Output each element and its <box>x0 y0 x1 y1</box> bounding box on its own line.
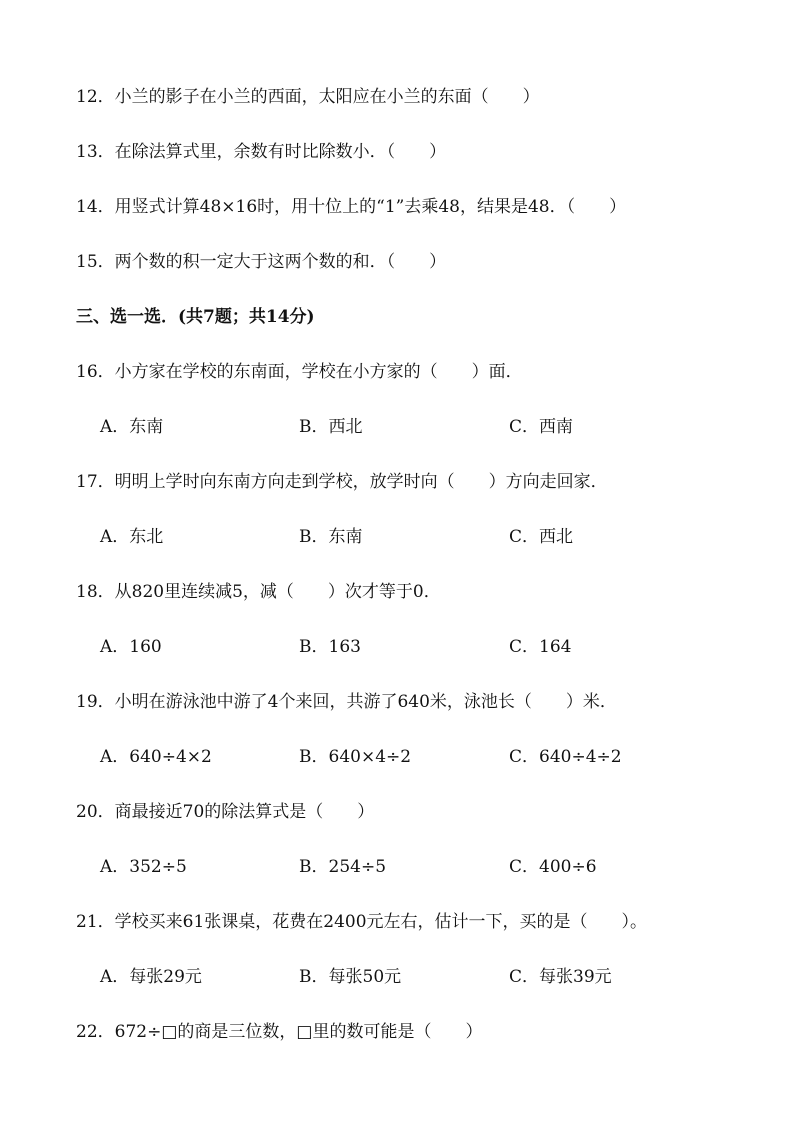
option-text: 西南 <box>539 417 574 437</box>
question-number: 12． <box>76 87 115 107</box>
option-text: 352÷5 <box>129 857 187 877</box>
option-text: 东南 <box>129 417 164 437</box>
option-letter: B． <box>299 527 329 547</box>
question-number: 15． <box>76 252 115 272</box>
question-text: 明明上学时向东南方向走到学校，放学时向（ ）方向走回家． <box>114 472 608 492</box>
option-text: 每张39元 <box>539 967 612 987</box>
question-text: 两个数的积一定大于这两个数的和．（ ） <box>114 252 447 272</box>
option-text: 640×4÷2 <box>328 747 412 767</box>
option-letter: A． <box>100 637 130 657</box>
option-text: 东南 <box>328 527 363 547</box>
option-text: 640÷4×2 <box>129 747 212 767</box>
option-text: 160 <box>129 637 162 657</box>
option-letter: B． <box>299 417 329 437</box>
question-number: 13． <box>76 142 115 162</box>
option-a <box>100 856 187 878</box>
question-number: 19． <box>76 692 115 712</box>
option-letter: B． <box>299 637 329 657</box>
option-letter: A． <box>100 857 130 877</box>
option-c <box>509 856 597 878</box>
option-b <box>299 856 386 878</box>
question-21 <box>76 911 754 933</box>
option-letter: C． <box>509 967 540 987</box>
option-a <box>100 636 162 658</box>
option-text: 东北 <box>129 527 164 547</box>
option-text: 400÷6 <box>539 857 597 877</box>
option-letter: A． <box>100 417 130 437</box>
option-text: 每张50元 <box>328 967 402 987</box>
question-number: 18． <box>76 582 115 602</box>
option-letter: A． <box>100 527 130 547</box>
option-letter: C． <box>509 637 540 657</box>
option-text: 164 <box>539 637 572 657</box>
option-b <box>299 966 401 988</box>
option-letter: A． <box>100 967 130 987</box>
option-b <box>299 636 361 658</box>
question-12 <box>76 86 754 108</box>
option-letter: C． <box>509 527 540 547</box>
option-letter: B． <box>299 857 329 877</box>
question-number: 22． <box>76 1022 115 1042</box>
question-16 <box>76 361 754 383</box>
option-b <box>299 526 363 548</box>
option-c <box>509 636 571 658</box>
option-c <box>509 966 612 988</box>
option-text: 每张29元 <box>129 967 202 987</box>
option-a <box>100 416 163 438</box>
option-letter: C． <box>509 747 540 767</box>
question-18 <box>76 581 754 603</box>
question-number: 14． <box>76 197 115 217</box>
option-a <box>100 526 163 548</box>
question-text: 小方家在学校的东南面，学校在小方家的（ ）面． <box>114 362 523 382</box>
question-17 <box>76 471 754 493</box>
question-number: 21． <box>76 912 115 932</box>
option-a <box>100 966 202 988</box>
option-letter: B． <box>299 747 329 767</box>
question-text: 在除法算式里，余数有时比除数小．（ ） <box>114 142 447 162</box>
option-c <box>509 526 573 548</box>
question-text: 小兰的影子在小兰的西面，太阳应在小兰的东面（ ） <box>114 87 540 107</box>
question-text: 672÷□的商是三位数，□里的数可能是（ ） <box>114 1022 483 1042</box>
question-text: 用竖式计算48×16时，用十位上的“1”去乘48，结果是48．（ ） <box>114 197 627 217</box>
question-number: 20． <box>76 802 115 822</box>
question-text: 从820里连续减5，减（ ）次才等于0． <box>114 582 441 602</box>
option-c <box>509 416 573 438</box>
question-14 <box>76 196 754 218</box>
option-text: 254÷5 <box>328 857 387 877</box>
question-22 <box>76 1021 754 1043</box>
option-text: 640÷4÷2 <box>539 747 622 767</box>
question-19 <box>76 691 754 713</box>
option-text: 163 <box>328 637 361 657</box>
option-text: 西北 <box>539 527 574 547</box>
question-20 <box>76 801 754 823</box>
option-a <box>100 746 212 768</box>
section-title: 三、选一选．(共7题；共14分) <box>76 307 315 327</box>
question-15 <box>76 251 754 273</box>
option-letter: A． <box>100 747 130 767</box>
question-text: 学校买来61张课桌，花费在2400元左右，估计一下，买的是（ ）。 <box>114 912 648 932</box>
option-letter: B． <box>299 967 329 987</box>
option-b <box>299 416 363 438</box>
option-c <box>509 746 622 768</box>
question-text: 商最接近70的除法算式是（ ） <box>114 802 375 822</box>
option-letter: C． <box>509 857 540 877</box>
option-text: 西北 <box>328 417 363 437</box>
question-13 <box>76 141 754 163</box>
question-number: 17． <box>76 472 115 492</box>
question-text: 小明在游泳池中游了4个来回，共游了640米，泳池长（ ）米． <box>114 692 617 712</box>
option-letter: C． <box>509 417 540 437</box>
option-b <box>299 746 411 768</box>
question-number: 16． <box>76 362 115 382</box>
